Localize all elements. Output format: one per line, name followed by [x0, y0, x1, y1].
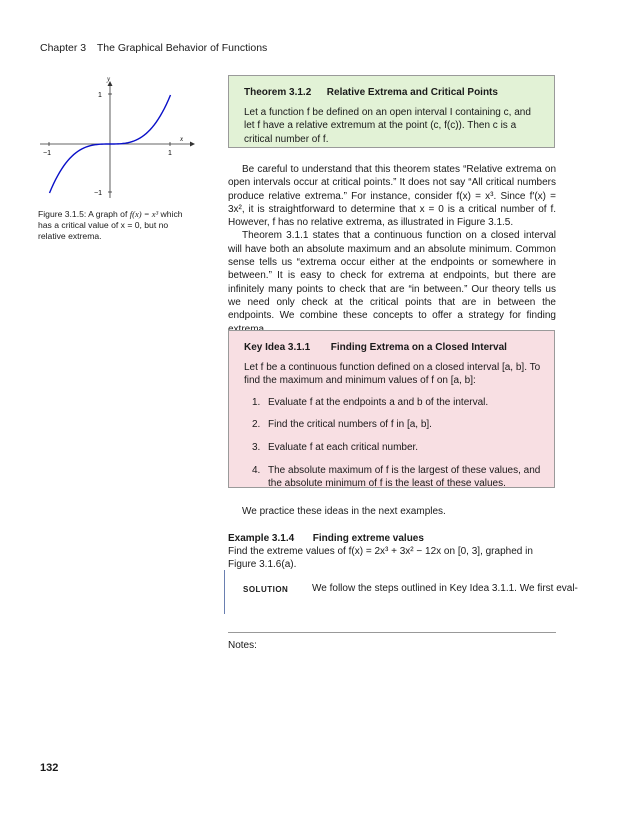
theorem-heading [244, 86, 542, 100]
step-text: Evaluate f at each critical number. [268, 441, 419, 453]
tick-x-pos-label: 1 [168, 150, 172, 157]
step-number: 2. [252, 419, 261, 431]
x-axis-arrow [190, 142, 195, 147]
key-idea-label: Key Idea 3.1.1 [244, 342, 311, 353]
theorem-title: Relative Extrema and Critical Points [326, 87, 498, 98]
example-label: Example 3.1.4 [228, 533, 295, 544]
caption-lead: Figure 3.1.5: A graph of [38, 209, 130, 219]
tick-y-pos-label: 1 [98, 92, 102, 99]
example-heading [228, 533, 424, 544]
solution-label: SOLUTION [243, 585, 289, 594]
solution-text: We follow the steps outlined in Key Idea 3.1.1. We first eval- [312, 583, 578, 594]
example-title: Finding extreme values [312, 533, 424, 544]
step-number: 3. [252, 441, 261, 453]
theorem-text: Let a function f be defined on an open interval I containing c, and let f have a relative extremum at the point (c, f(c)). Then c is a critical number of f. [244, 106, 531, 145]
step-text: The absolute maximum of f is the largest of these values, and the absolute minimum of f is the least of these values. [268, 464, 541, 490]
axis-y-label: y [107, 76, 111, 83]
step-number: 4. [252, 464, 261, 476]
running-header [40, 42, 267, 54]
example-text: Find the extreme values of f(x) = 2x³ + 3x² − 12x on [0, 3], graphed in Figure 3.1.6(a). [228, 546, 533, 571]
notes-divider [228, 632, 556, 633]
caption-function: f(x) = x³ [129, 209, 159, 219]
key-idea-steps [244, 396, 542, 491]
step-text: Evaluate f at the endpoints a and b of the interval. [268, 396, 489, 408]
list-item [244, 418, 542, 432]
cubic-graph [38, 76, 198, 201]
key-idea-heading [244, 341, 542, 355]
figure-caption [38, 209, 198, 242]
key-idea-title: Finding Extrema on a Closed Interval [330, 342, 507, 353]
chapter-number: Chapter 3 [40, 42, 87, 54]
page-number: 132 [40, 762, 59, 774]
theorem-label: Theorem 3.1.2 [244, 87, 312, 98]
step-text: Find the critical numbers of f in [a, b]. [268, 419, 432, 431]
tick-y-neg-label: −1 [94, 190, 102, 197]
list-item [244, 464, 542, 491]
tick-x-neg-label: −1 [43, 150, 51, 157]
paragraph: Be careful to understand that this theorem states “Relative extrema on open intervals occur at critical points.” It does not say “All critical numbers produce relative extrema.” For instance, consider f(x) = x³. Since f′(x) = 3x², it is straightforward to determine that x = 0 is a critical number of f. However, f has no relative extrema, as illustrated in Figure 3.1.5. [228, 164, 556, 229]
theorem-box [228, 75, 555, 148]
notes-label: Notes: [228, 640, 257, 651]
chapter-title: The Graphical Behavior of Functions [96, 42, 268, 54]
axis-x-label: x [180, 135, 184, 143]
paragraph: Theorem 3.1.1 states that a continuous function on a closed interval will have both an absolute maximum and an absolute minimum. Common sense tells us “extrema occur either at the endpoints or somewhere in between.” It is easy to check for extrema at endpoints, but there are infinitely many points to check that are “in between.” Our theory tells us we need only check at the critical points that are in between the endpoints. We combine these concepts to offer a strategy for finding [228, 230, 556, 322]
list-item [244, 441, 542, 455]
practice-text [228, 505, 556, 518]
paragraph: We practice these ideas in the next examples. [242, 506, 446, 517]
caption-rest: which has a critical value of x = 0, but no relative extrema. [38, 209, 183, 241]
key-idea-intro: Let f be a continuous function defined on a closed interval [a, b]. To find the maximum and minimum values of f on [a, b]: [244, 361, 541, 387]
step-number: 1. [252, 396, 261, 408]
main-text [228, 163, 556, 336]
example-margin-bar [224, 570, 225, 614]
key-idea-box [228, 330, 555, 488]
list-item [244, 396, 542, 410]
